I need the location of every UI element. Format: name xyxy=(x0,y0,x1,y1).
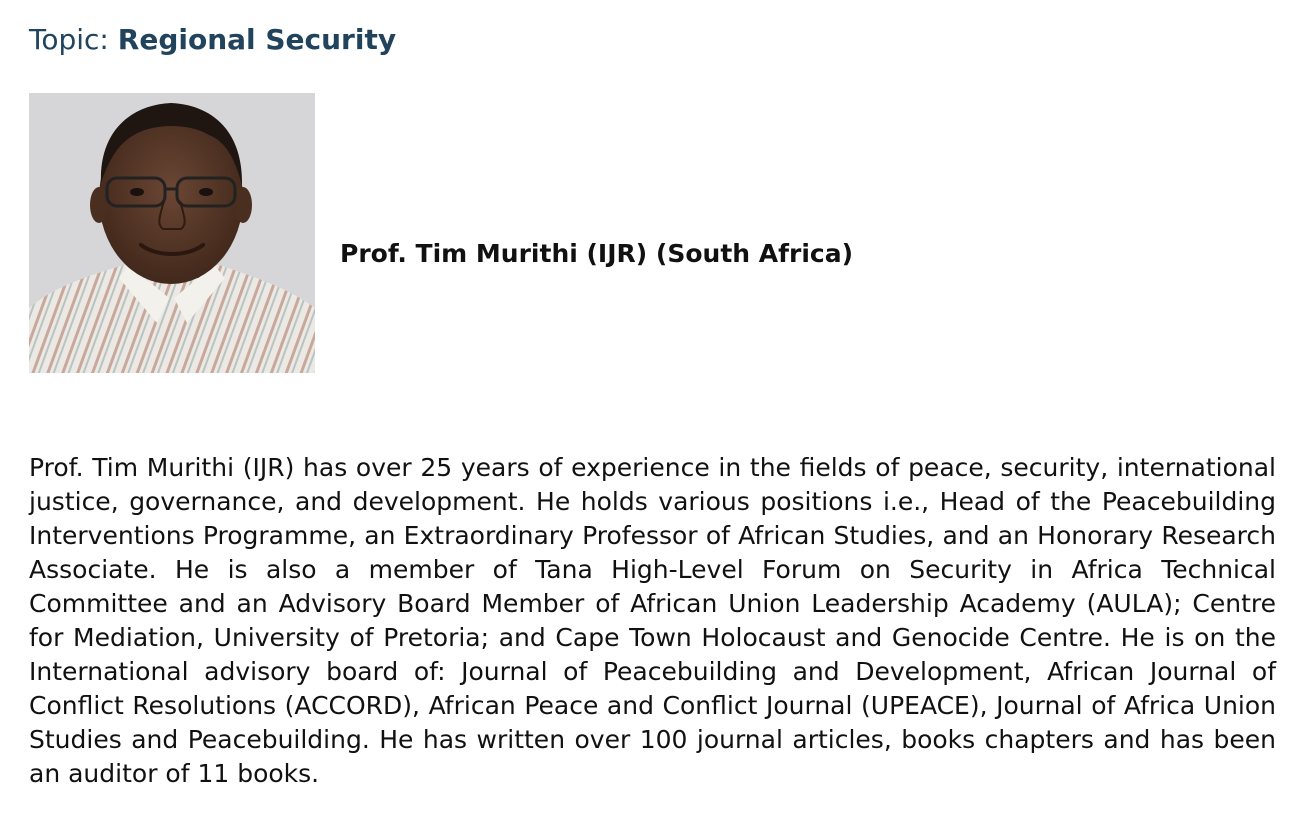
portrait-photo-icon xyxy=(29,93,315,373)
topic-value: Regional Security xyxy=(117,23,397,56)
topic-heading xyxy=(29,20,396,60)
speaker-photo xyxy=(29,93,315,373)
speaker-name: Prof. Tim Murithi (IJR) (South Africa) xyxy=(340,239,854,268)
speaker-bio: Prof. Tim Murithi (IJR) has over 25 years of experience in the fields of peace, security, international justice, governance, and development. He holds various positions i.e., Head of the Peacebuilding Interventions Programme, an Extraordinary Professor of African Studies, and an Honorary Research Associate. He is also a member of Tana High-Level Forum on Security in Africa Technical Committee and an Advisory Board Member of African Union Leadership Academy (AULA); Centre for Mediation, University of Pretoria; and Cape Town Holocaust and Genocide Centre. He is on the International advisory board of: Journal of Peacebuilding and Development, African Journal of Conflict Resolutions (ACCORD), African Peace and Conflict Journal (UPEACE), Journal of Africa Union Studies and Peacebuilding. He has written over 100 journal articles, books chapters and has been an auditor of 11 books. xyxy=(29,453,1276,788)
topic-label: Topic: xyxy=(29,23,118,56)
